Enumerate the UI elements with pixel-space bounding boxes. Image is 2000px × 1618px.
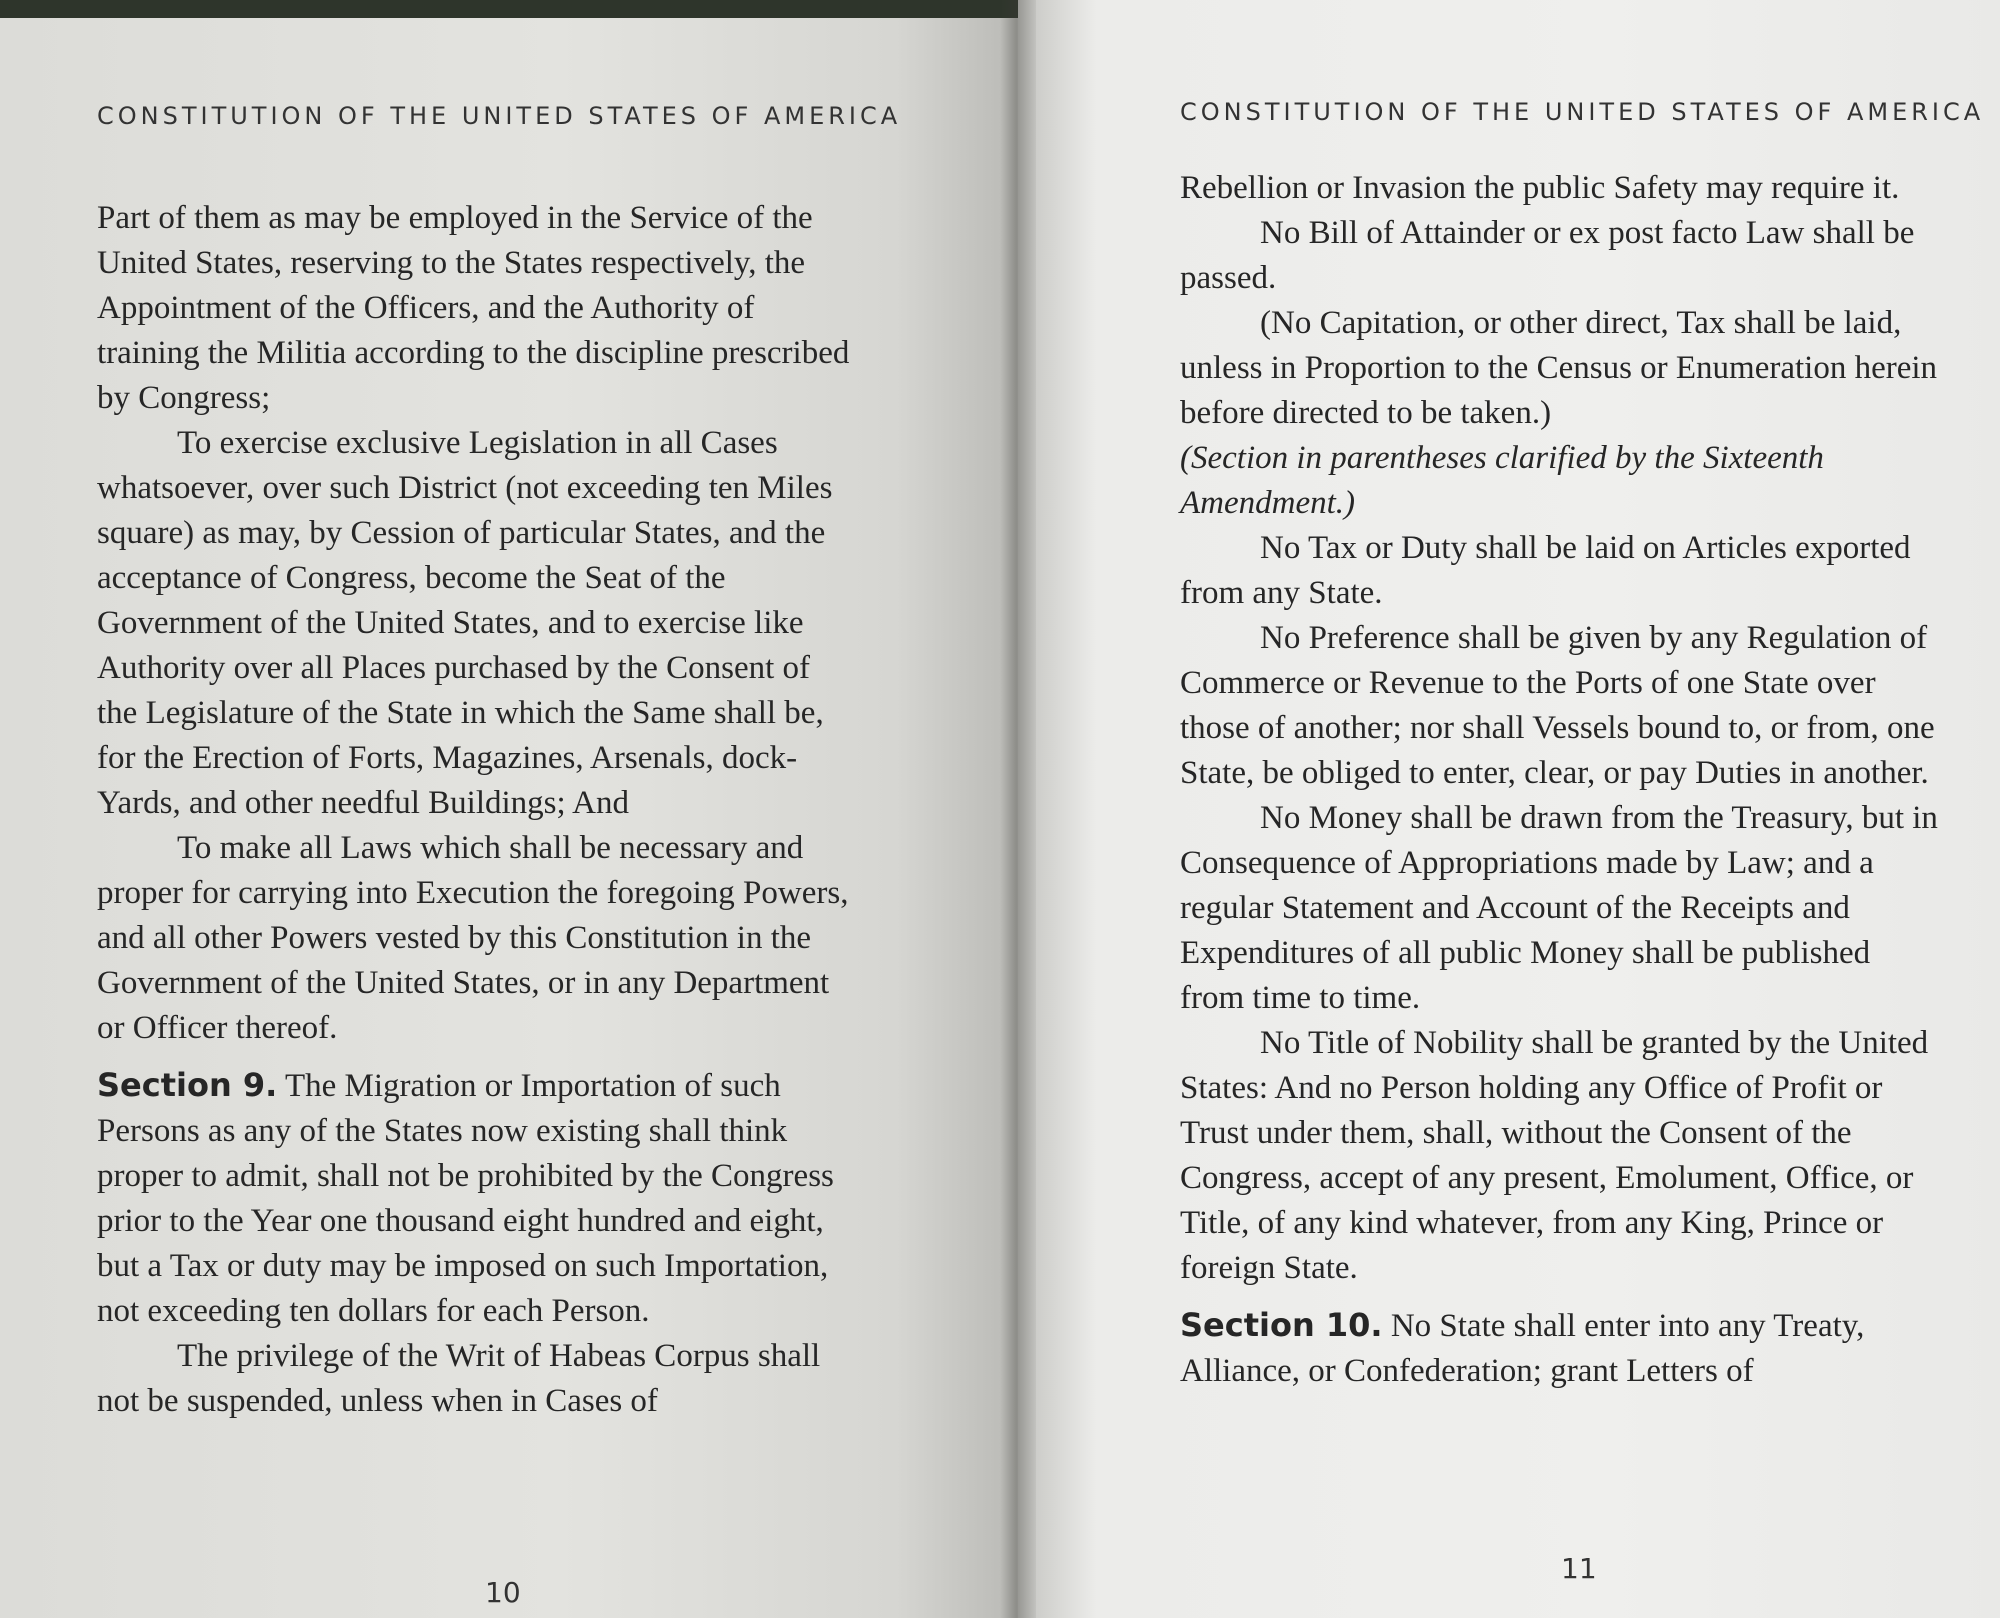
paragraph: To exercise exclusive Legislation in all Cases whatsoever, over such District (not exceeding ten Miles square) as may, by Cession of particular States, and the acceptance of Congress, become the Seat of the Government of the United States, and to exercise like Authority over all Places purchased by the Consent of the Legislature of the State in which the Same shall be, for the Erection of Forts, Magazines, Arsenals, dock-Yards, and other needful Buildings; And [97, 425, 833, 821]
running-head-right: CONSTITUTION OF THE UNITED STATES OF AMERICA [1180, 98, 1985, 126]
section-10-text: No State shall enter into any Treaty, Alliance, or Confederation; grant Letters of [1180, 1308, 1865, 1389]
right-page-body [1180, 166, 1940, 1394]
paragraph: To make all Laws which shall be necessary and proper for carrying into Execution the foregoing Powers, and all other Powers vested by this Constitution in the Government of the United States, or in any Department or Officer thereof. [97, 830, 849, 1046]
italic-note: (Section in parentheses clarified by the Sixteenth Amendment.) [1180, 440, 1824, 521]
paragraph: No Tax or Duty shall be laid on Articles exported from any State. [1180, 530, 1911, 611]
section-9-label: Section 9. [97, 1066, 278, 1104]
paragraph: No Preference shall be given by any Regulation of Commerce or Revenue to the Ports of one State over those of another; nor shall Vessels bound to, or from, one State, be obliged to enter, clear, or pay Duties in another. [1180, 620, 1935, 791]
paragraph: No Title of Nobility shall be granted by the United States: And no Person holding any Office of Profit or Trust under them, shall, without the Consent of the Congress, accept of any present, Emolument, Office, or Title, of any kind whatever, from any King, Prince or foreign State. [1180, 1025, 1929, 1286]
paragraph: No Bill of Attainder or ex post facto Law shall be passed. [1180, 215, 1915, 296]
left-page [0, 18, 1018, 1618]
page-number-left: 10 [485, 1576, 521, 1609]
left-page-body [97, 196, 857, 1424]
section-9-text: The Migration or Importation of such Persons as any of the States now existing shall think proper to admit, shall not be prohibited by the Congress prior to the Year one thousand eight hundred and eight, but a Tax or duty may be imposed on such Importation, not exceeding ten dollars for each Person. [97, 1068, 834, 1329]
section-10-label: Section 10. [1180, 1306, 1383, 1344]
paragraph: The privilege of the Writ of Habeas Corpus shall not be suspended, unless when in Cases of [97, 1338, 821, 1419]
paragraph: Rebellion or Invasion the public Safety may require it. [1180, 170, 1900, 206]
book-gutter [1000, 0, 1036, 1618]
paragraph: No Money shall be drawn from the Treasury, but in Consequence of Appropriations made by Law; and a regular Statement and Account of the Receipts and Expenditures of all public Money shall be published from time to time. [1180, 800, 1938, 1016]
paragraph: (No Capitation, or other direct, Tax shall be laid, unless in Proportion to the Census or Enumeration herein before directed to be taken.) [1180, 305, 1938, 431]
section-9-paragraph [97, 1063, 857, 1334]
paragraph: Part of them as may be employed in the Service of the United States, reserving to the States respectively, the Appointment of the Officers, and the Authority of training the Militia according to the discipline prescribed by Congress; [97, 200, 850, 416]
right-page [1018, 0, 2000, 1618]
section-10-paragraph [1180, 1303, 1940, 1394]
running-head-left: CONSTITUTION OF THE UNITED STATES OF AMERICA [97, 102, 902, 130]
page-number-right: 11 [1561, 1552, 1597, 1585]
